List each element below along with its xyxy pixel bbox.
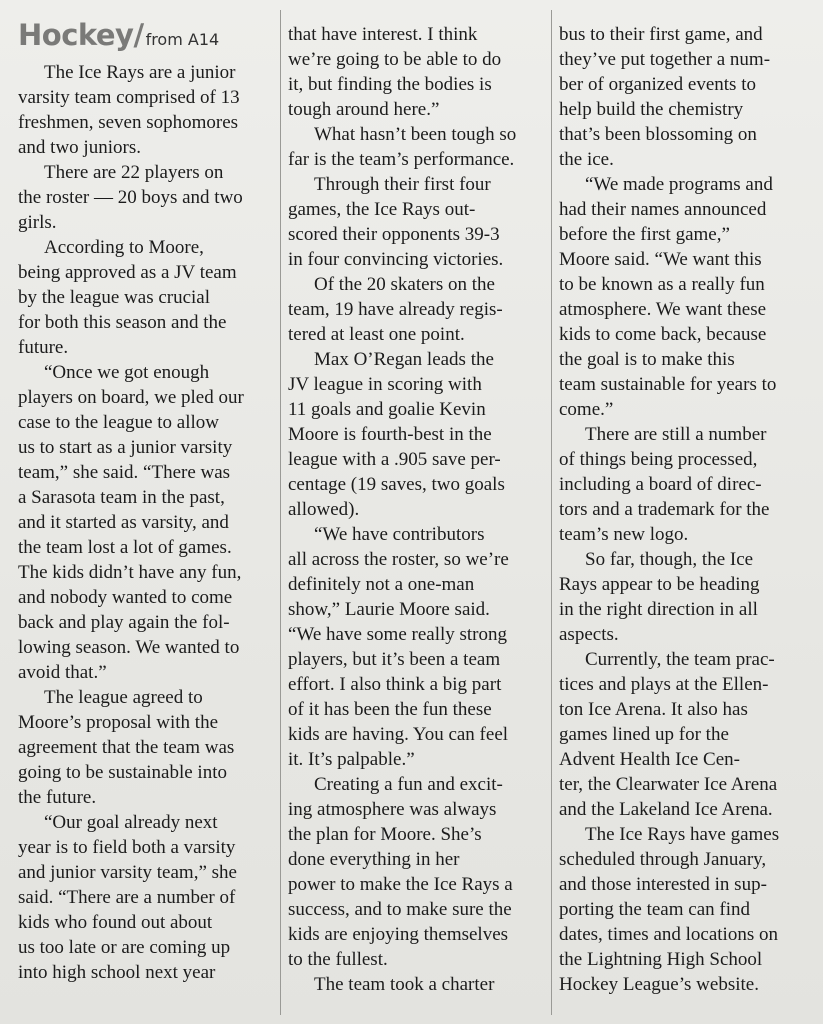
article-text-line: done everything in her xyxy=(288,849,460,870)
article-column-1 xyxy=(18,18,280,985)
article-text-line: show,” Laurie Moore said. xyxy=(288,599,490,620)
article-text-line: kids who found out about xyxy=(18,912,213,933)
article-text-line: Of the 20 skaters on the xyxy=(314,274,495,295)
column-body xyxy=(18,60,280,985)
article-text-line: us too late or are coming up xyxy=(18,937,231,958)
article-text-line: into high school next year xyxy=(18,962,216,983)
column-body xyxy=(288,22,550,997)
article-text-line: porting the team can find xyxy=(559,899,750,920)
article-text-line: aspects. xyxy=(559,624,619,645)
article-text-line: a Sarasota team in the past, xyxy=(18,487,225,508)
article-text-line: team, 19 have already regis- xyxy=(288,299,503,320)
article-text-line: case to the league to allow xyxy=(18,412,220,433)
article-text-line: us to start as a junior varsity xyxy=(18,437,233,458)
article-text-line: the future. xyxy=(18,787,97,808)
article-text-line: tices and plays at the Ellen- xyxy=(559,674,769,695)
article-text-line: and two juniors. xyxy=(18,137,141,158)
article-text-line: and the Lakeland Ice Arena. xyxy=(559,799,773,820)
article-text-line: of it has been the fun these xyxy=(288,699,492,720)
article-column-3 xyxy=(559,22,821,997)
article-text-line: team,” she said. “There was xyxy=(18,462,231,483)
article-text-line: the team lost a lot of games. xyxy=(18,537,232,558)
article-text-line: come.” xyxy=(559,399,614,420)
article-text-line: JV league in scoring with xyxy=(288,374,482,395)
article-text-line: of things being processed, xyxy=(559,449,758,470)
article-text-line: future. xyxy=(18,337,69,358)
article-text-line: There are still a number xyxy=(585,424,767,445)
article-text-line: Moore’s proposal with the xyxy=(18,712,219,733)
article-text-line: tered at least one point. xyxy=(288,324,465,345)
article-text-line: “We made programs and xyxy=(585,174,773,195)
article-text-line: Hockey League’s website. xyxy=(559,974,759,995)
article-text-line: games, the Ice Rays out- xyxy=(288,199,476,220)
article-text-line: “We have some really strong xyxy=(288,624,508,645)
article-text-line: and junior varsity team,” she xyxy=(18,862,237,883)
article-text-line: Advent Health Ice Cen- xyxy=(559,749,740,770)
article-text-line: by the league was crucial xyxy=(18,287,211,308)
article-text-line: games lined up for the xyxy=(559,724,729,745)
article-text-line: The league agreed to xyxy=(44,687,203,708)
article-text-line: Moore said. “We want this xyxy=(559,249,762,270)
article-text-line: team sustainable for years to xyxy=(559,374,777,395)
article-text-line: that’s been blossoming on xyxy=(559,124,757,145)
article-text-line: ber of organized events to xyxy=(559,74,756,95)
article-text-line: So far, though, the Ice xyxy=(585,549,754,570)
article-text-line: There are 22 players on xyxy=(44,162,224,183)
article-text-line: freshmen, seven sophomores xyxy=(18,112,239,133)
article-text-line: all across the roster, so we’re xyxy=(288,549,509,570)
column-divider xyxy=(280,10,281,1015)
article-text-line: in four convincing victories. xyxy=(288,249,504,270)
article-text-line: the ice. xyxy=(559,149,614,170)
article-text-line: being approved as a JV team xyxy=(18,262,237,283)
article-text-line: team’s new logo. xyxy=(559,524,689,545)
article-text-line: avoid that.” xyxy=(18,662,107,683)
article-text-line: Max O’Regan leads the xyxy=(314,349,494,370)
article-text-line: said. “There are a number of xyxy=(18,887,236,908)
article-text-line: that have interest. I think xyxy=(288,24,478,45)
column-divider xyxy=(551,10,552,1015)
article-text-line: and it started as varsity, and xyxy=(18,512,229,533)
article-text-line: ing atmosphere was always xyxy=(288,799,497,820)
article-text-line: kids are enjoying themselves xyxy=(288,924,509,945)
article-text-line: varsity team comprised of 13 xyxy=(18,87,240,108)
article-text-line: it, but finding the bodies is xyxy=(288,74,492,95)
article-text-line: Through their first four xyxy=(314,174,491,195)
article-text-line: Rays appear to be heading xyxy=(559,574,760,595)
article-text-line: to the fullest. xyxy=(288,949,388,970)
article-text-line: The Ice Rays have games xyxy=(585,824,780,845)
article-text-line: had their names announced xyxy=(559,199,767,220)
article-text-line: Moore is fourth-best in the xyxy=(288,424,492,445)
article-text-line: scored their opponents 39-3 xyxy=(288,224,500,245)
article-text-line: for both this season and the xyxy=(18,312,227,333)
article-text-line: ter, the Clearwater Ice Arena xyxy=(559,774,778,795)
article-text-line: lowing season. We wanted to xyxy=(18,637,240,658)
article-text-line: bus to their first game, and xyxy=(559,24,763,45)
article-text-line: before the first game,” xyxy=(559,224,730,245)
article-text-line: success, and to make sure the xyxy=(288,899,512,920)
article-text-line: the Lightning High School xyxy=(559,949,763,970)
article-text-line: players, but it’s been a team xyxy=(288,649,501,670)
article-text-line: the roster — 20 boys and two xyxy=(18,187,243,208)
article-text-line: kids to come back, because xyxy=(559,324,767,345)
article-text-line: atmosphere. We want these xyxy=(559,299,767,320)
article-text-line: What hasn’t been tough so xyxy=(314,124,517,145)
article-text-line: help build the chemistry xyxy=(559,99,744,120)
article-text-line: we’re going to be able to do xyxy=(288,49,502,70)
article-text-line: tough around here.” xyxy=(288,99,440,120)
article-text-line: back and play again the fol- xyxy=(18,612,230,633)
article-text-line: to be known as a really fun xyxy=(559,274,765,295)
article-text-line: dates, times and locations on xyxy=(559,924,778,945)
headline-jump-line: from A14 xyxy=(145,30,220,49)
article-text-line: year is to field both a varsity xyxy=(18,837,236,858)
article-text-line: “We have contributors xyxy=(314,524,485,545)
article-text-line: Creating a fun and excit- xyxy=(314,774,503,795)
article-text-line: Currently, the team prac- xyxy=(585,649,775,670)
article-headline xyxy=(18,18,280,54)
article-text-line: it. It’s palpable.” xyxy=(288,749,415,770)
article-text-line: players on board, we pled our xyxy=(18,387,244,408)
article-text-line: scheduled through January, xyxy=(559,849,767,870)
article-text-line: far is the team’s performance. xyxy=(288,149,515,170)
article-text-line: The kids didn’t have any fun, xyxy=(18,562,242,583)
article-text-line: including a board of direc- xyxy=(559,474,762,495)
article-text-line: the plan for Moore. She’s xyxy=(288,824,482,845)
article-text-line: girls. xyxy=(18,212,57,233)
article-text-line: tors and a trademark for the xyxy=(559,499,770,520)
article-text-line: in the right direction in all xyxy=(559,599,758,620)
article-text-line: ton Ice Arena. It also has xyxy=(559,699,748,720)
article-text-line: 11 goals and goalie Kevin xyxy=(288,399,486,420)
article-text-line: “Our goal already next xyxy=(44,812,218,833)
article-text-line: allowed). xyxy=(288,499,360,520)
article-text-line: According to Moore, xyxy=(44,237,204,258)
article-text-line: league with a .905 save per- xyxy=(288,449,501,470)
article-text-line: agreement that the team was xyxy=(18,737,235,758)
article-text-line: centage (19 saves, two goals xyxy=(288,474,505,495)
headline-title: Hockey/ xyxy=(18,18,144,52)
article-text-line: they’ve put together a num- xyxy=(559,49,771,70)
article-text-line: effort. I also think a big part xyxy=(288,674,502,695)
article-text-line: power to make the Ice Rays a xyxy=(288,874,513,895)
article-text-line: going to be sustainable into xyxy=(18,762,227,783)
article-column-2 xyxy=(288,22,550,997)
article-text-line: definitely not a one-man xyxy=(288,574,475,595)
column-body xyxy=(559,22,821,997)
article-text-line: kids are having. You can feel xyxy=(288,724,509,745)
article-text-line: the goal is to make this xyxy=(559,349,735,370)
article-text-line: The Ice Rays are a junior xyxy=(44,62,236,83)
article-text-line: “Once we got enough xyxy=(44,362,210,383)
article-text-line: The team took a charter xyxy=(314,974,495,995)
article-text-line: and nobody wanted to come xyxy=(18,587,233,608)
article-text-line: and those interested in sup- xyxy=(559,874,767,895)
